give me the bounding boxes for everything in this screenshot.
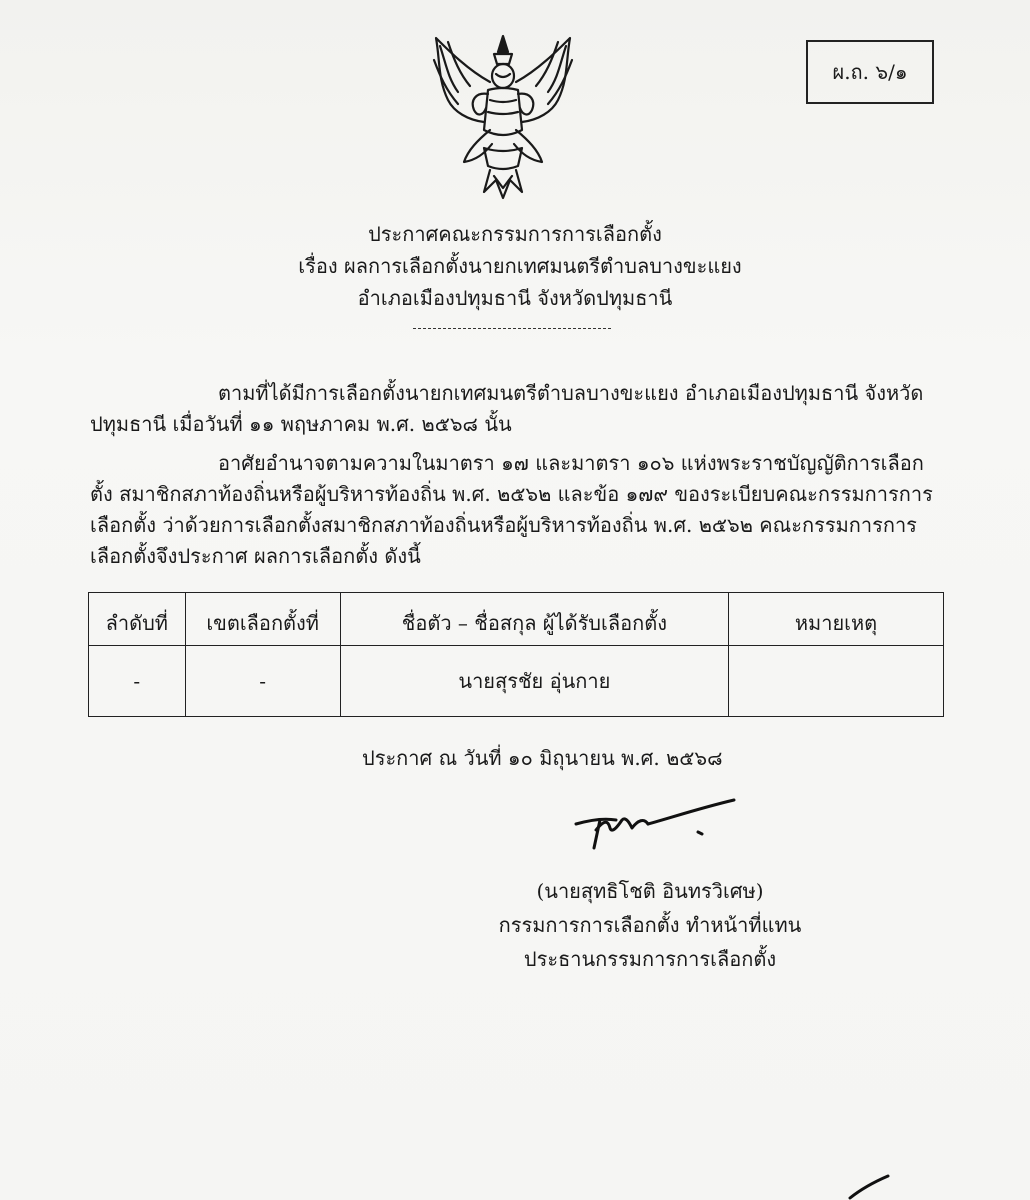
heading-line-3: อำเภอเมืองปทุมธานี จังหวัดปทุมธานี (357, 286, 673, 310)
paragraph-1 (90, 378, 942, 440)
paragraph-1-first-line: ตามที่ได้มีการเลือกตั้งนายกเทศมนตรีตำบลบางขะแยง อำเภอเมืองปทุมธานี จังหวัดปทุมธานี (90, 381, 924, 436)
heading-line-2: เรื่อง ผลการเลือกตั้งนายกเทศมนตรีตำบลบางขะแยง (298, 254, 742, 278)
signer-position-1: กรรมการการเลือกตั้ง ทำหน้าที่แทน (498, 913, 802, 937)
document-heading (0, 218, 1030, 314)
signature-icon (570, 790, 750, 860)
header-district: เขตเลือกตั้งที่ (185, 593, 340, 646)
cell-order: - (89, 646, 186, 717)
paragraph-2 (90, 448, 942, 572)
garuda-emblem-icon (418, 30, 588, 205)
table-header-row (89, 593, 944, 646)
header-order: ลำดับที่ (89, 593, 186, 646)
paragraph-2-first-line: อาศัยอำนาจตามความในมาตรา ๑๗ และมาตรา ๑๐๖ แห่งพระราชบัญญัติการเลือกตั้ง (90, 451, 924, 506)
cell-name: นายสุรชัย อุ่นกาย (340, 646, 728, 717)
heading-line-1: ประกาศคณะกรรมการการเลือกตั้ง (368, 222, 662, 246)
signer-name: (นายสุทธิโชติ อินทรวิเศษ) (536, 879, 764, 903)
form-code-box: ผ.ถ. ๖/๑ (806, 40, 934, 104)
heading-separator (413, 328, 611, 329)
table-row (89, 646, 944, 717)
paragraph-2-rest: สมาชิกสภาท้องถิ่นหรือผู้บริหารท้องถิ่น พ.ศ. ๒๕๖๒ และข้อ ๑๗๙ ของระเบียบคณะกรรมการการเลือกตั้ง ว่าด้วยการเลือกตั้งสมาชิกสภาท้องถิ่นหรือผู้บริหารท้องถิ่น พ.ศ. ๒๕๖๒ คณะกรรมการการเลือกตั้งจึงประกาศ ผลการเลือกตั้ง ดังนี้ (90, 482, 933, 568)
header-name: ชื่อตัว – ชื่อสกุล ผู้ได้รับเลือกตั้ง (340, 593, 728, 646)
signer-block (480, 874, 820, 976)
paragraph-1-rest: เมื่อวันที่ ๑๑ พฤษภาคม พ.ศ. ๒๕๖๘ นั้น (172, 412, 512, 436)
header-remark: หมายเหตุ (729, 593, 944, 646)
cell-remark (729, 646, 944, 717)
initial-mark-icon (840, 1160, 900, 1200)
cell-district: - (185, 646, 340, 717)
announcement-date: ประกาศ ณ วันที่ ๑๐ มิถุนายน พ.ศ. ๒๕๖๘ (362, 746, 723, 770)
results-table (88, 592, 944, 717)
signer-position-2: ประธานกรรมการการเลือกตั้ง (523, 947, 777, 971)
